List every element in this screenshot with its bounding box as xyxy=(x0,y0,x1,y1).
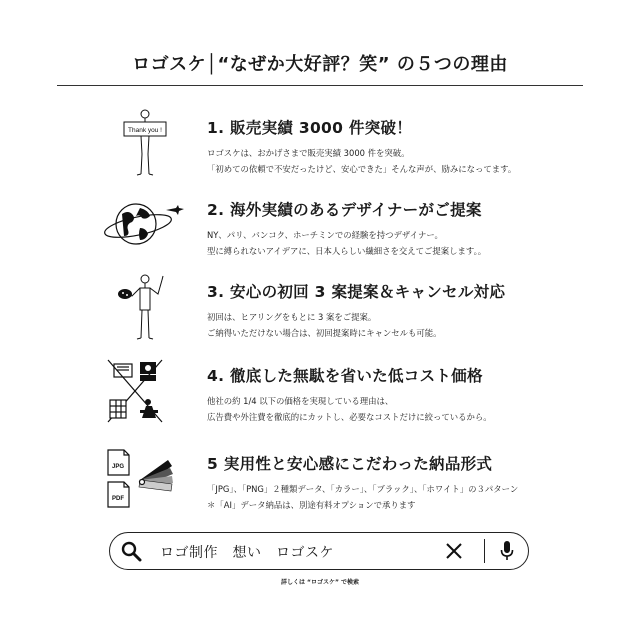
reason-description-2 xyxy=(207,227,486,259)
reason-item-3 xyxy=(0,272,640,342)
thank-you-sign-text: Thank you ! xyxy=(128,127,162,134)
reason-heading-4: 4. 徹底した無駄を省いた低コスト価格 xyxy=(207,367,483,385)
no-overhead-icon xyxy=(100,356,190,426)
reason-line: 広告費や外注費を徹底的にカットし、必要なコストだけに絞っているから。 xyxy=(207,412,492,422)
page-title: ロゴスケ│“なぜか大好評？笑” の５つの理由 xyxy=(132,54,508,75)
reason-heading-3: 3. 安心の初回 3 案提案＆キャンセル対応 xyxy=(207,283,506,301)
reason-line: 型に縛られないアイデアに、日本人らしい繊細さを交えてご提案します。。 xyxy=(207,246,487,256)
reason-description-1 xyxy=(207,145,516,177)
search-divider xyxy=(484,539,485,563)
header-divider xyxy=(57,85,583,86)
pdf-label: PDF xyxy=(112,496,124,502)
jpg-label: JPG xyxy=(111,464,125,470)
reason-description-4 xyxy=(207,393,492,425)
microphone-icon[interactable] xyxy=(499,539,515,563)
globe-airplane-icon xyxy=(100,190,190,260)
header xyxy=(0,0,640,86)
search-bar[interactable] xyxy=(109,532,529,570)
reason-heading-1: 1. 販売実績 3000 件突破！ xyxy=(207,119,413,137)
search-input[interactable]: ロゴ制作 想い ロゴスケ xyxy=(160,545,334,561)
reason-line: 初回は、ヒアリングをもとに 3 案をご提案。 xyxy=(207,312,377,322)
reason-line: ＊「AI」データ納品は、別途有料オプションで承ります xyxy=(207,500,416,510)
reason-heading-5: 5 実用性と安心感にこだわった納品形式 xyxy=(207,455,493,473)
reason-line: 他社の約 1/4 以下の価格を実現している理由は、 xyxy=(207,396,394,406)
reason-item-4 xyxy=(0,356,640,426)
file-formats-icon xyxy=(100,444,190,514)
reason-line: ロゴスケは、おかげさまで販売実績 3000 件を突破。 xyxy=(207,148,410,158)
reason-item-5 xyxy=(0,444,640,514)
reason-line: 「初めての依頼で不安だったけど、安心できた」そんな声が、励みになってます。 xyxy=(207,164,517,174)
close-icon[interactable] xyxy=(444,541,464,561)
reason-item-2 xyxy=(0,190,640,260)
reason-item-1 xyxy=(0,108,640,178)
reason-description-5 xyxy=(207,481,518,513)
thank-you-sign-icon xyxy=(100,108,190,178)
painter-figure-icon xyxy=(100,272,190,342)
reason-description-3 xyxy=(207,309,442,341)
search-icon[interactable] xyxy=(120,540,142,562)
reason-line: NY、パリ、バンコク、ホーチミンでの経験を持つデザイナー。 xyxy=(207,230,443,240)
reason-line: ご納得いただけない場合は、初回提案時にキャンセルも可能。 xyxy=(207,328,442,338)
search-caption: 詳しくは “ロゴスケ” で検索 xyxy=(280,579,360,586)
reason-heading-2: 2. 海外実績のあるデザイナーがご提案 xyxy=(207,201,482,219)
reason-line: 「JPG」、「PNG」２種類データ、「カラー」、「ブラック」、「ホワイト」の３パターン xyxy=(207,484,519,494)
